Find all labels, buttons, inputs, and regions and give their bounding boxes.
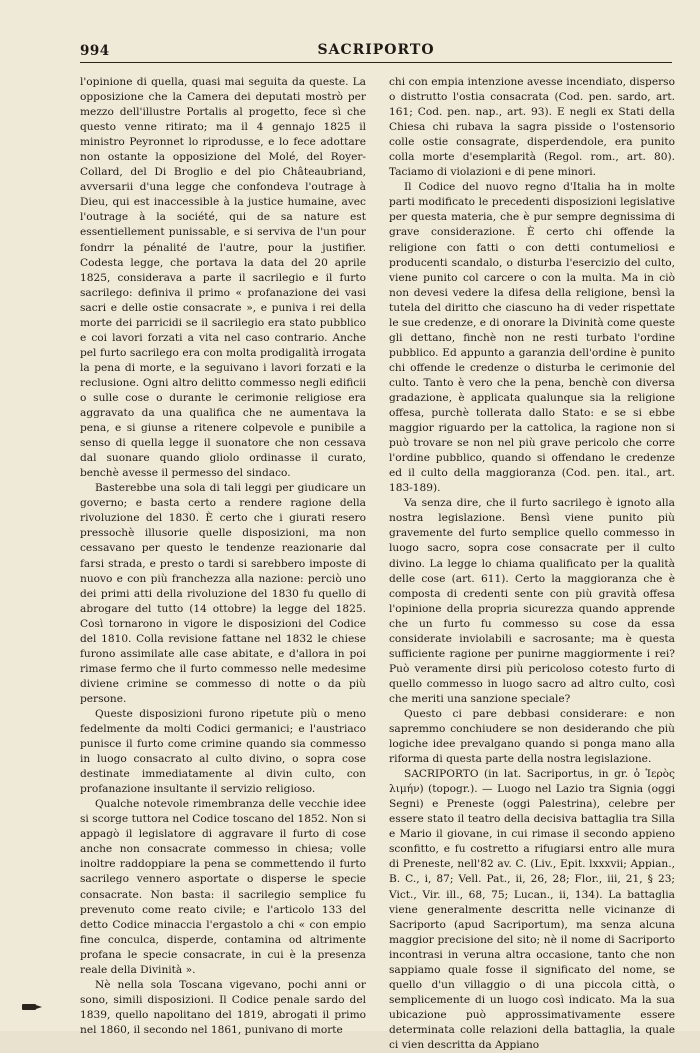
left-paragraph-1: l'opinione di quella, quasi mai seguita da queste. La opposizione che la Camera dei deputati mostrò per mezzo dell'illustre Portalis al progetto, fece sì che questo venne ritirato; ma il 4 gennajo 1825 il ministro Peyronnet lo riprodusse, e lo fece adottare non ostante la opposizione del Molé, del Royer-Collard, del Di Broglio e del pio Châteaubriand, avversarii d'una legge che confondeva l'outrage à Dieu, qui est inaccessible à la justice humaine, avec l'outrage à la société, qui de sa nature est essentiellement punissable, e si serviva de l'un pour fondrr la pénalité de l'autre, pour la justifier. Codesta legge, che portava la data del 20 aprile 1825, considerava a parte il sacrilegio e il furto sacrilego: definiva il primo « profanazione dei vasi sacri e delle ostie consacrate », e puniva i rei della morte dei parricidi se il sacrilegio era stato pubblico e coi lavori forzati a vita nel caso contrario. Anche pel furto sacrilego era con molta prodigalità irrogata la pena di morte, e la seguivano i lavori forzati e la reclusione. Ogni altro delitto commesso negli edificii o sulle cose o durante le cerimonie religiose era aggravato da una qualifica che ne aumentava la pena, e si giunse a ritenere colpevole e punibile a senso di quella legge il suonatore che non cessava dal suonare quando gliolo ordinasse il curato, benchè avesse il permesso del sindaco.	[80, 76, 366, 480]
margin-pointer-mark	[22, 1004, 36, 1010]
right-column	[389, 75, 675, 1051]
left-paragraph-3: Queste disposizioni furono ripetute più o meno fedelmente da molti Codici germanici; e l'austriaco punisce il furto come crimine quando sia commesso in luogo consacrato al culto divino, o sopra cose destinate immediatamente al divin culto, con profanazione insultante il servizio religioso.	[80, 707, 366, 796]
running-title: SACRIPORTO	[317, 42, 435, 58]
page-number: 994	[80, 43, 110, 59]
left-paragraph-2: Basterebbe una sola di tali leggi per giudicare un governo; e basta certo a rendere ragione della rivoluzione del 1830. È certo che i giurati resero pressochè illusorie quelle disposizioni, ma non cessavano per questo le tendenze reazionarie dal farsi strada, e presto o tardi si sarebbero imposte di nuovo e con più franchezza alla nazione: perciò uno dei primi atti della rivoluzione del 1830 fu quello di abrogare del tutto (14 ottobre) la legge del 1825. Così tornarono in vigore le disposizioni del Codice del 1810. Colla revisione fattane nel 1832 le chiese furono assimilate alle case abitate, e d'allora in poi rimase fermo che il furto commesso nelle medesime diviene crimine se commesso di notte o da più persone.	[80, 482, 366, 705]
right-paragraph-1: chi con empia intenzione avesse incendiato, disperso o distrutto l'ostia consacrata (Cod. pen. sardo, art. 161; Cod. pen. nap., art. 93). E negli ex Stati della Chiesa chi rubava la sagra pisside o l'ostensorio colle ostie consagrate, disperdendole, era punito colla morte d'esemplarità (Regol. rom., art. 80). Taciamo di violazioni e di pene minori.	[389, 76, 675, 179]
right-paragraph-4: Questo ci pare debbasi considerare: e non sapremmo conchiudere se non desiderando che più logiche idee prevalgano quando si ponga mano alla riforma di questa parte della nostra legislazione.	[389, 707, 675, 766]
header-rule	[80, 62, 672, 63]
left-column	[80, 75, 366, 1036]
right-paragraph-3: Va senza dire, che il furto sacrilego è ignoto alla nostra legislazione. Bensì viene punito più gravemente del furto semplice quello commesso in luogo sacro, sopra cose consacrate per il culto divino. La legge lo chiama qualificato per la qualità delle cose (art. 611). Certo la maggioranza che è composta di credenti sente con più gravità offesa l'opinione della propria sicurezza quando apprende che un furto fu commesso su cose da essa considerate inviolabili e sacrosante; ma è questa sufficiente ragione per punirne maggiormente i rei? Può veramente dirsi più pericoloso cotesto furto di quello commesso in luogo sacro ad altro culto, così che meriti una sanzione speciale?	[389, 497, 675, 705]
left-paragraph-4: Qualche notevole rimembranza delle vecchie idee si scorge tuttora nel Codice toscano del 1852. Non si appagò il legislatore di aggravare il furto di cose anche non consacrate commesso in chiesa; volle inoltre raddoppiare la pena se commettendo il furto sacrilego vennero asportate o disperse le specie consacrate. Non basta: il sacrilegio semplice fu prevenuto come reato civile; e l'articolo 133 del detto Codice minaccia l'ergastolo a chi « con empio fine conculca, disperde, contamina od altrimente profana le specie consacrate, in cui è la presenza reale della Divinità ».	[80, 798, 366, 976]
left-paragraph-5: Nè nella sola Toscana vigevano, pochi anni or sono, simili disposizioni. Il Codice penale sardo del 1839, quello napolitano del 1819, abrogati il primo nel 1860, il secondo nel 1861, punivano di morte	[80, 978, 366, 1036]
right-paragraph-2: Il Codice del nuovo regno d'Italia ha in molte parti modificato le precedenti disposizioni legislative per questa materia, che è pur sempre degnissima di grave considerazione. È certo chi offende la religione con fatti o con detti contumeliosi e producenti scandalo, o disturba l'esercizio del culto, viene punito col carcere o con la multa. Ma in ciò non devesi vedere la difesa della religione, bensì la tutela del diritto che ciascuno ha di veder rispettate le sue credenze, e di onorare la Divinità come queste gli dettano, finchè non ne resti turbato l'ordine pubblico. Ed appunto a garanzia dell'ordine è punito chi offende le credenze o disturba le cerimonie del culto. Tanto è vero che la pena, benchè con diversa gradazione, è applicata qualunque sia la religione offesa, purchè tollerata dallo Stato: e se si ebbe maggior riguardo per la cattolica, la ragione non si può trovare se non nel più grave pericolo che corre l'ordine pubblico, quando si offendano le credenze ed il culto della maggioranza (Cod. pen. ital., art. 183-189).	[389, 181, 675, 495]
right-paragraph-5-entry-sacriporto: SACRIPORTO (in lat. Sacriportus, in gr. ὁ Ἱερὸς λιμήν) (topogr.). — Luogo nel Lazio tra Signia (oggi Segni) e Preneste (oggi Palestrina), celebre per essere stato il teatro della decisiva battaglia tra Silla e Mario il giovane, in cui rimase il secondo appieno sconfitto, e fu costretto a rifugiarsi entro alle mura di Preneste, nell'82 av. C. (Liv., Epit. lxxxvii; Appian., B. C., i, 87; Vell. Pat., ii, 26, 28; Flor., iii, 21, § 23; Vict., Vir. ill., 68, 75; Lucan., ii, 134). La battaglia viene generalmente descritta nelle vicinanze di Sacriporto (apud Sacriportum), ma senza alcuna maggior precisione del sito; nè il nome di Sacriporto incontrasi in veruna altra occasione, tanto che non sappiamo quale fosse il significato del nome, se quello d'un villaggio o di una piccola città, o semplicemente di un luogo così indicato. Ma la sua ubicazione può approssimativamente essere determinata colle relazioni della battaglia, la quale ci vien descritta da Appiano	[389, 768, 675, 1051]
page-header	[80, 40, 672, 62]
